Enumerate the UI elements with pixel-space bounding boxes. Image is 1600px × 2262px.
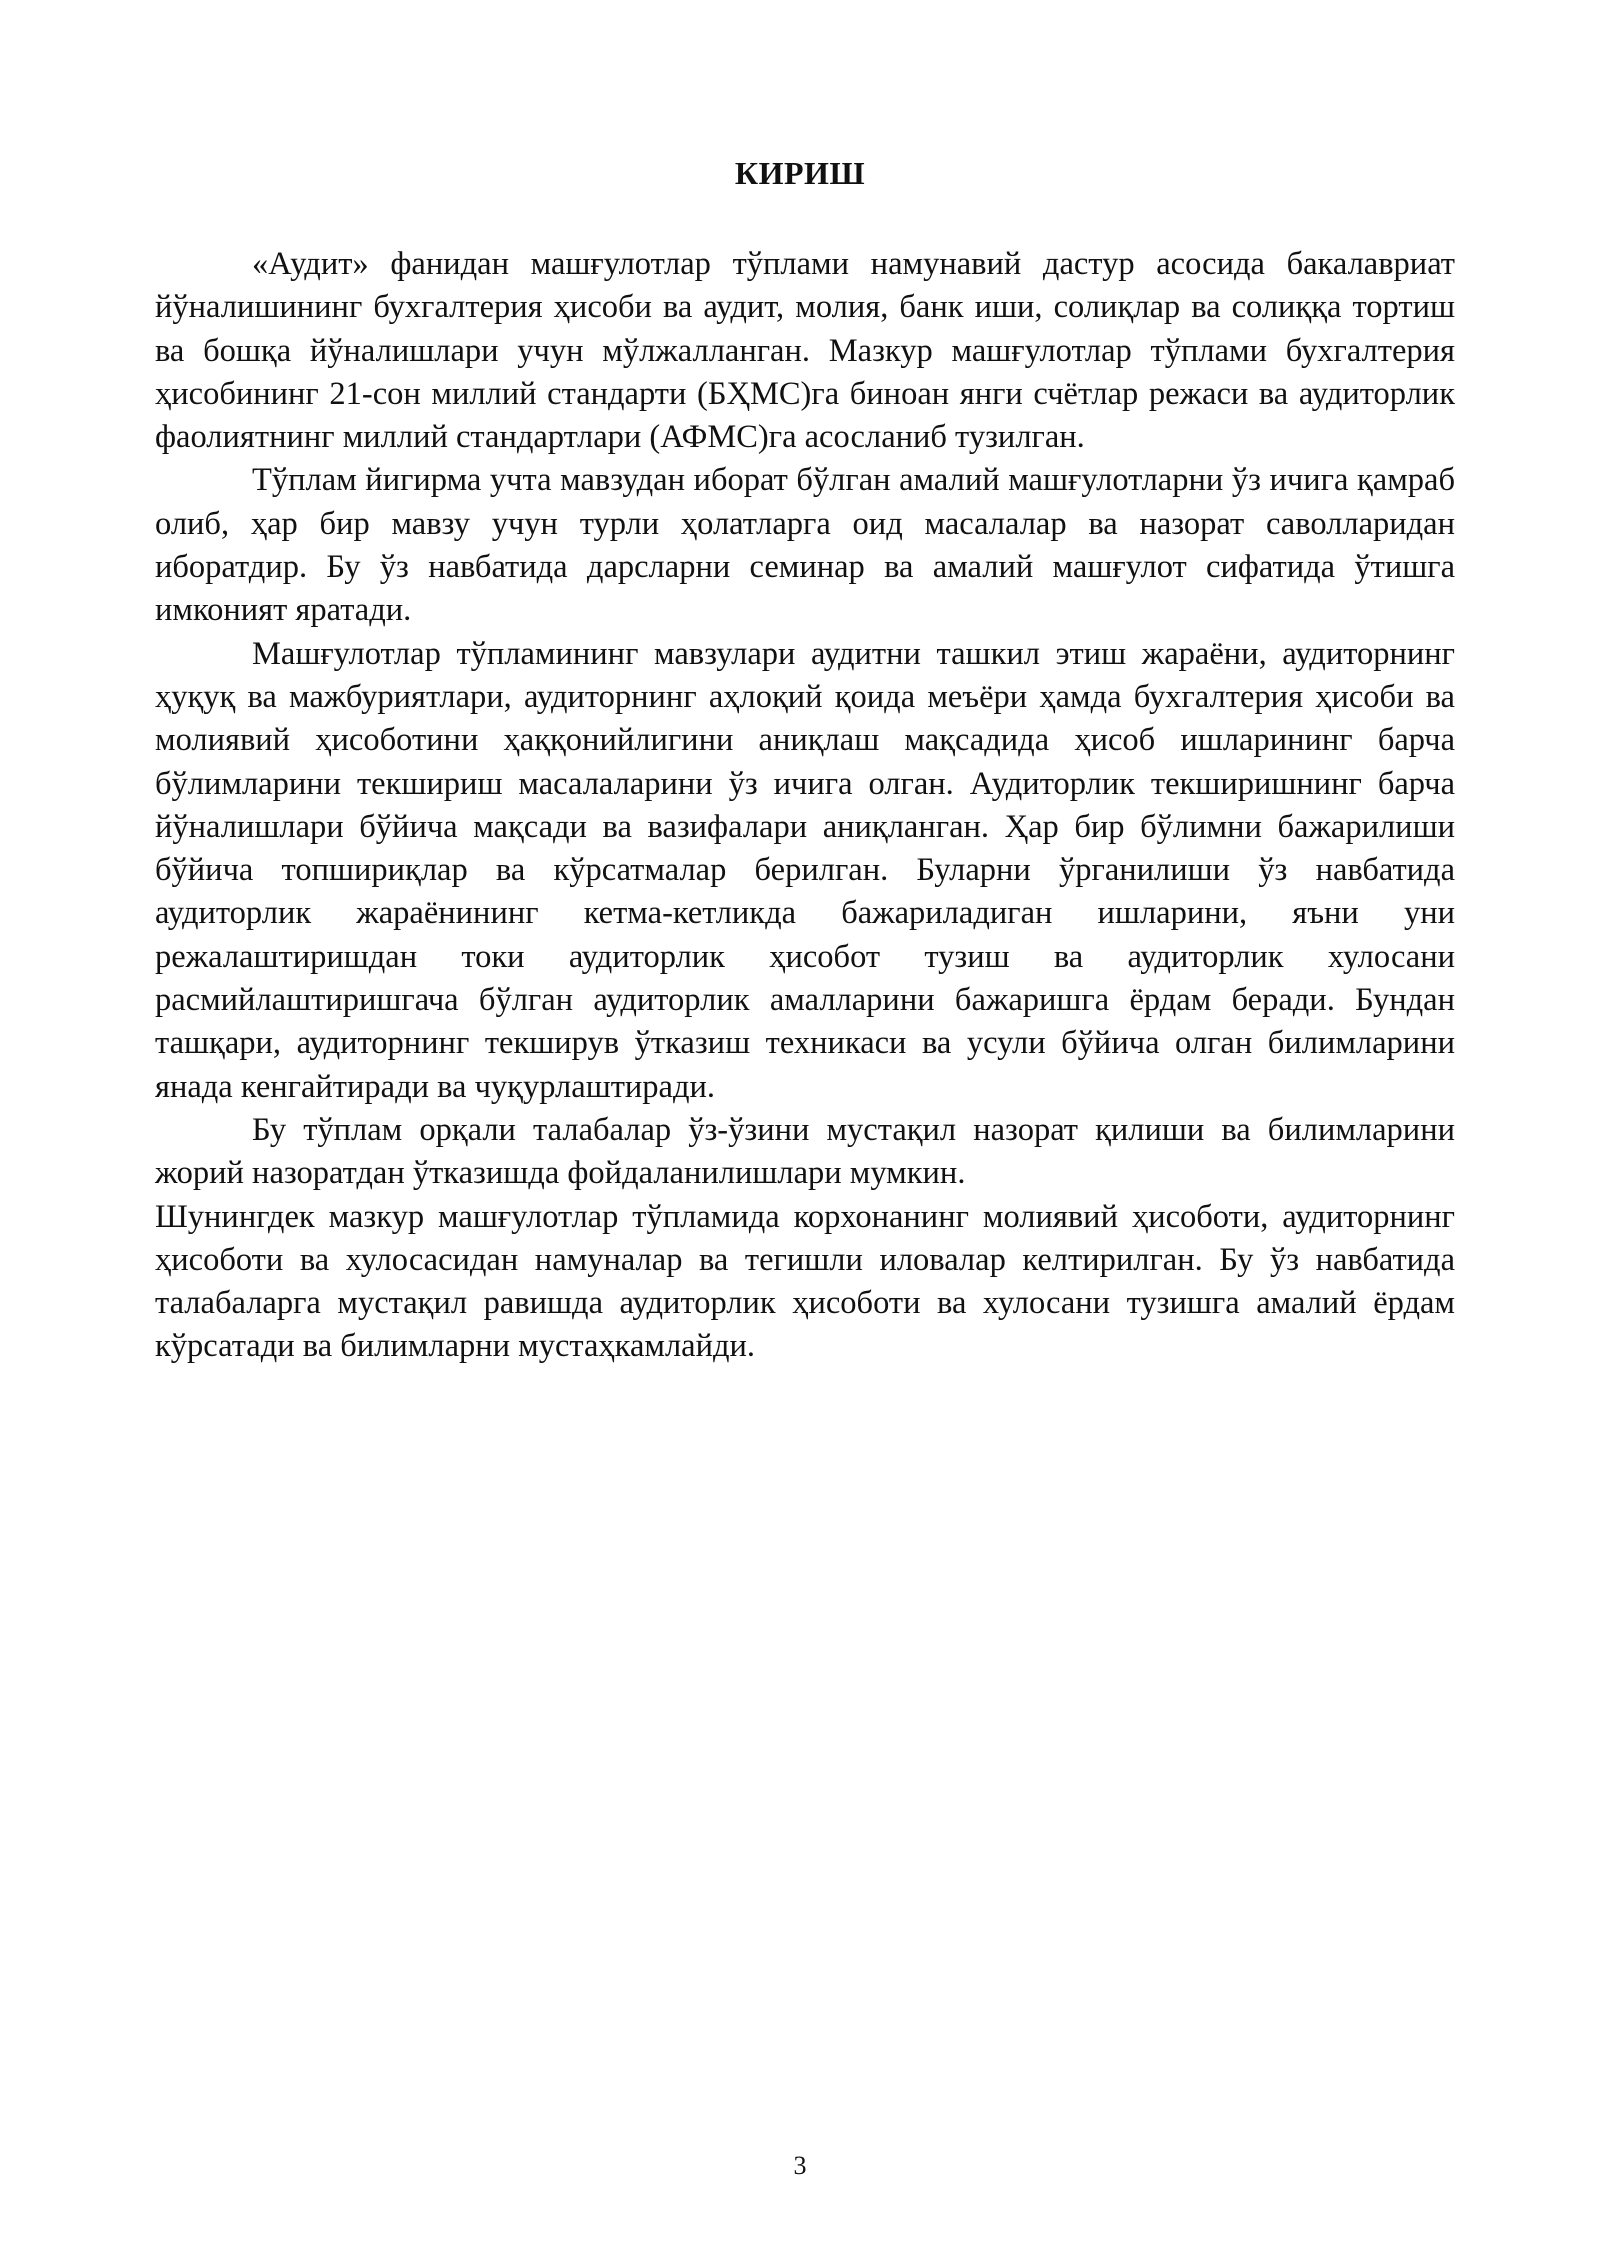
paragraph-structure: Тўплам йигирма учта мавзудан иборат бўлган амалий машғулотларни ўз ичига қамраб олиб, ҳар бир мавзу учун турли ҳолатларга оид масалалар ва назорат саволларидан иборатдир. Бу ўз навбатида дарсларни семинар ва амалий машғулот сифатида ўтишга имконият яратади. xyxy=(155,462,1455,629)
page-number: 3 xyxy=(793,2151,807,2180)
paragraph-topics: Машғулотлар тўпламининг мавзулари аудитни ташкил этиш жараёни, аудиторнинг ҳуқуқ ва мажбуриятлари, аудиторнинг аҳлоқий қоида меъёри ҳамда бухгалтерия ҳисоби ва молиявий ҳисоботини ҳаққонийлигини аниқлаш мақсадида ҳисоб ишларининг барча бўлимларини текшириш масалаларини ўз ичига олган. Аудиторлик текширишнинг барча йўналишлари бўйича мақсади ва вазифалари аниқланган. Ҳар бир бўлимни бажарилиши бўйича топшириқлар ва кўрсатмалар берилган. Буларни ўрганилиши ўз навбатида аудиторлик жараёнининг кетма-кетликда бажариладиган ишларини, яъни уни режалаштиришдан токи аудиторлик ҳисобот тузиш ва аудиторлик хулосани расмийлаштиришгача бўлган аудиторлик амалларини бажаришга ёрдам беради. Бундан ташқари, аудиторнинг текширув ўтказиш техникаси ва усули бўйича олган билимларини янада кенгайтиради ва чуқурлаштиради. xyxy=(155,635,1455,1105)
page-title: КИРИШ xyxy=(734,155,866,191)
paragraph-samples: Шунингдек мазкур машғулотлар тўпламида корхонанинг молиявий ҳисоботи, аудиторнинг ҳисоботи ва хулосасидан намуналар ва тегишли иловалар келтирилган. Бу ўз навбатида талабаларга мустақил равишда аудиторлик ҳисоботи ва хулосани тузишга амалий ёрдам кўрсатади ва билимларни мустаҳкамлайди. xyxy=(155,1198,1455,1365)
paragraph-intro: «Аудит» фанидан машғулотлар тўплами намунавий дастур асосида бакалавриат йўналишининг бухгалтерия ҳисоби ва аудит, молия, банк иши, солиқлар ва солиққа тортиш ва бошқа йўналишлари учун мўлжалланган. Мазкур машғулотлар тўплами бухгалтерия ҳисобининг 21-сон миллий стандарти (БҲМС)га биноан янги счётлар режаси ва аудиторлик фаолиятнинг миллий стандартлари (АФМС)га асосланиб тузилган. xyxy=(155,246,1455,456)
body-text xyxy=(155,243,1455,1369)
paragraph-self-control: Бу тўплам орқали талабалар ўз-ўзини мустақил назорат қилиши ва билимларини жорий назоратдан ўтказишда фойдаланилишлари мумкин. xyxy=(155,1111,1455,1192)
